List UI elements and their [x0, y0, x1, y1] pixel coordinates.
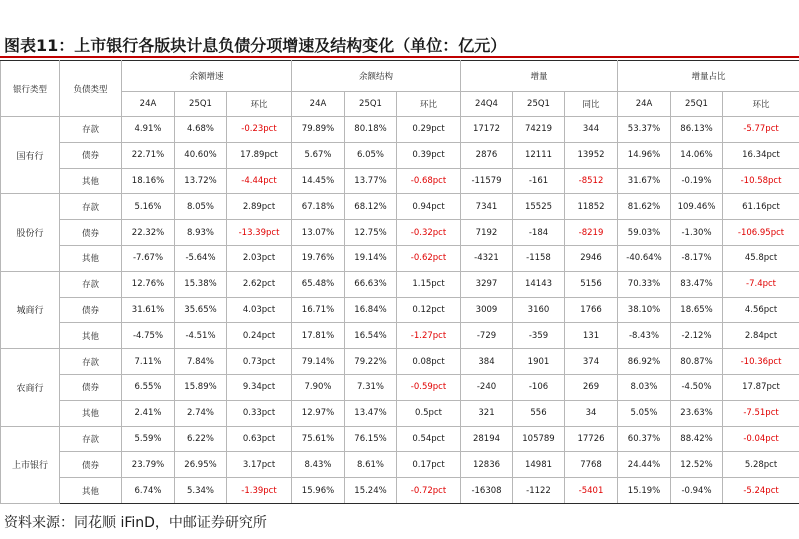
- value-cell: 40.60%: [175, 142, 227, 168]
- header-sub: 24A: [292, 92, 345, 117]
- value-cell: 9.34pct: [227, 374, 292, 400]
- value-cell: 19.14%: [345, 245, 397, 271]
- value-cell: 88.42%: [671, 426, 723, 452]
- value-cell: 2.74%: [175, 400, 227, 426]
- header-sub: 24A: [122, 92, 175, 117]
- value-cell: -5401: [565, 478, 618, 504]
- value-cell: 6.74%: [122, 478, 175, 504]
- value-cell: -0.19%: [671, 168, 723, 194]
- value-cell: -8.17%: [671, 245, 723, 271]
- value-cell: 105789: [513, 426, 565, 452]
- value-cell: -1158: [513, 245, 565, 271]
- table-row: [1, 400, 799, 426]
- value-cell: -8219: [565, 220, 618, 246]
- value-cell: -8.43%: [618, 323, 671, 349]
- value-cell: -2.12%: [671, 323, 723, 349]
- value-cell: -1.27pct: [397, 323, 461, 349]
- value-cell: 13.47%: [345, 400, 397, 426]
- value-cell: 31.61%: [122, 297, 175, 323]
- value-cell: -13.39pct: [227, 220, 292, 246]
- value-cell: 131: [565, 323, 618, 349]
- value-cell: 15.24%: [345, 478, 397, 504]
- value-cell: 83.47%: [671, 271, 723, 297]
- value-cell: -240: [461, 374, 513, 400]
- value-cell: 67.18%: [292, 194, 345, 220]
- value-cell: 14.96%: [618, 142, 671, 168]
- table-row: [1, 452, 799, 478]
- value-cell: 0.08pct: [397, 349, 461, 375]
- value-cell: 66.63%: [345, 271, 397, 297]
- value-cell: 2876: [461, 142, 513, 168]
- header-group: 增量: [461, 61, 618, 92]
- value-cell: 7.90%: [292, 374, 345, 400]
- value-cell: 14143: [513, 271, 565, 297]
- value-cell: 38.10%: [618, 297, 671, 323]
- value-cell: 26.95%: [175, 452, 227, 478]
- value-cell: 18.65%: [671, 297, 723, 323]
- value-cell: 76.15%: [345, 426, 397, 452]
- value-cell: -4.51%: [175, 323, 227, 349]
- value-cell: -0.62pct: [397, 245, 461, 271]
- value-cell: 6.05%: [345, 142, 397, 168]
- value-cell: 53.37%: [618, 117, 671, 143]
- value-cell: 17.89pct: [227, 142, 292, 168]
- value-cell: -4321: [461, 245, 513, 271]
- value-cell: -0.23pct: [227, 117, 292, 143]
- value-cell: 13952: [565, 142, 618, 168]
- liability-type-cell: 存款: [60, 426, 122, 452]
- value-cell: 321: [461, 400, 513, 426]
- value-cell: -184: [513, 220, 565, 246]
- value-cell: 16.34pct: [723, 142, 799, 168]
- value-cell: 5.67%: [292, 142, 345, 168]
- liability-type-cell: 债券: [60, 297, 122, 323]
- value-cell: -5.24pct: [723, 478, 799, 504]
- value-cell: 16.54%: [345, 323, 397, 349]
- value-cell: -11579: [461, 168, 513, 194]
- page-title: 图表11：上市银行各版块计息负债分项增速及结构变化（单位：亿元）: [4, 36, 507, 55]
- value-cell: 45.8pct: [723, 245, 799, 271]
- value-cell: 13.72%: [175, 168, 227, 194]
- value-cell: 8.03%: [618, 374, 671, 400]
- value-cell: 81.62%: [618, 194, 671, 220]
- value-cell: 12111: [513, 142, 565, 168]
- value-cell: -0.68pct: [397, 168, 461, 194]
- value-cell: -16308: [461, 478, 513, 504]
- value-cell: 2.89pct: [227, 194, 292, 220]
- value-cell: 6.55%: [122, 374, 175, 400]
- value-cell: 8.61%: [345, 452, 397, 478]
- value-cell: 19.76%: [292, 245, 345, 271]
- value-cell: 4.91%: [122, 117, 175, 143]
- value-cell: 31.67%: [618, 168, 671, 194]
- table-row: [1, 478, 799, 504]
- value-cell: 79.14%: [292, 349, 345, 375]
- value-cell: 2946: [565, 245, 618, 271]
- value-cell: 14.45%: [292, 168, 345, 194]
- liability-type-cell: 债券: [60, 374, 122, 400]
- value-cell: 4.03pct: [227, 297, 292, 323]
- value-cell: -7.4pct: [723, 271, 799, 297]
- value-cell: 0.94pct: [397, 194, 461, 220]
- value-cell: 74219: [513, 117, 565, 143]
- value-cell: -1.30%: [671, 220, 723, 246]
- value-cell: 374: [565, 349, 618, 375]
- value-cell: 13.07%: [292, 220, 345, 246]
- table-row: [1, 374, 799, 400]
- value-cell: 5.34%: [175, 478, 227, 504]
- value-cell: 17.81%: [292, 323, 345, 349]
- value-cell: 5156: [565, 271, 618, 297]
- data-table: [0, 60, 799, 504]
- value-cell: 15.19%: [618, 478, 671, 504]
- value-cell: 12.52%: [671, 452, 723, 478]
- value-cell: -0.72pct: [397, 478, 461, 504]
- value-cell: -4.44pct: [227, 168, 292, 194]
- table-row: [1, 117, 799, 143]
- value-cell: 7.31%: [345, 374, 397, 400]
- value-cell: 61.16pct: [723, 194, 799, 220]
- value-cell: -0.04pct: [723, 426, 799, 452]
- value-cell: 80.18%: [345, 117, 397, 143]
- value-cell: 0.24pct: [227, 323, 292, 349]
- value-cell: -10.58pct: [723, 168, 799, 194]
- value-cell: 18.16%: [122, 168, 175, 194]
- liability-type-cell: 其他: [60, 168, 122, 194]
- value-cell: 2.41%: [122, 400, 175, 426]
- value-cell: -1122: [513, 478, 565, 504]
- value-cell: -0.32pct: [397, 220, 461, 246]
- table-body: [1, 117, 799, 504]
- liability-type-cell: 存款: [60, 194, 122, 220]
- value-cell: 2.62pct: [227, 271, 292, 297]
- liability-type-cell: 债券: [60, 452, 122, 478]
- value-cell: 1901: [513, 349, 565, 375]
- table-row: [1, 168, 799, 194]
- value-cell: 7.11%: [122, 349, 175, 375]
- liability-type-cell: 其他: [60, 323, 122, 349]
- value-cell: 17.87pct: [723, 374, 799, 400]
- value-cell: 65.48%: [292, 271, 345, 297]
- value-cell: 7768: [565, 452, 618, 478]
- liability-type-cell: 其他: [60, 245, 122, 271]
- value-cell: 80.87%: [671, 349, 723, 375]
- value-cell: 3009: [461, 297, 513, 323]
- value-cell: 7341: [461, 194, 513, 220]
- value-cell: -5.77pct: [723, 117, 799, 143]
- value-cell: 4.68%: [175, 117, 227, 143]
- value-cell: 0.63pct: [227, 426, 292, 452]
- liability-type-cell: 其他: [60, 478, 122, 504]
- header-sub: 同比: [565, 92, 618, 117]
- value-cell: 12.76%: [122, 271, 175, 297]
- value-cell: -106: [513, 374, 565, 400]
- value-cell: 12.97%: [292, 400, 345, 426]
- header-liability-type: 负债类型: [60, 61, 122, 117]
- value-cell: -4.50%: [671, 374, 723, 400]
- value-cell: 14.06%: [671, 142, 723, 168]
- header-row-groups: [1, 61, 799, 92]
- value-cell: 14981: [513, 452, 565, 478]
- table-row: [1, 271, 799, 297]
- liability-type-cell: 存款: [60, 271, 122, 297]
- value-cell: 86.92%: [618, 349, 671, 375]
- value-cell: -8512: [565, 168, 618, 194]
- title-bar: [0, 30, 799, 58]
- header-sub: 环比: [227, 92, 292, 117]
- liability-type-cell: 债券: [60, 220, 122, 246]
- table-row: [1, 194, 799, 220]
- value-cell: 79.22%: [345, 349, 397, 375]
- value-cell: 0.73pct: [227, 349, 292, 375]
- bank-type-cell: 城商行: [1, 271, 60, 348]
- header-sub: 24A: [618, 92, 671, 117]
- value-cell: -40.64%: [618, 245, 671, 271]
- value-cell: 68.12%: [345, 194, 397, 220]
- value-cell: 3160: [513, 297, 565, 323]
- value-cell: 4.56pct: [723, 297, 799, 323]
- header-sub: 25Q1: [175, 92, 227, 117]
- table-row: [1, 426, 799, 452]
- header-sub: 25Q1: [513, 92, 565, 117]
- value-cell: -106.95pct: [723, 220, 799, 246]
- value-cell: -359: [513, 323, 565, 349]
- value-cell: 16.71%: [292, 297, 345, 323]
- table-row: [1, 220, 799, 246]
- value-cell: 2.84pct: [723, 323, 799, 349]
- header-sub: 25Q1: [671, 92, 723, 117]
- table-row: [1, 142, 799, 168]
- value-cell: 0.54pct: [397, 426, 461, 452]
- value-cell: 15.38%: [175, 271, 227, 297]
- value-cell: 0.29pct: [397, 117, 461, 143]
- table-row: [1, 245, 799, 271]
- header-sub: 环比: [723, 92, 799, 117]
- value-cell: 7192: [461, 220, 513, 246]
- value-cell: -161: [513, 168, 565, 194]
- header-bank-type: 银行类型: [1, 61, 60, 117]
- value-cell: -5.64%: [175, 245, 227, 271]
- value-cell: 5.05%: [618, 400, 671, 426]
- value-cell: 269: [565, 374, 618, 400]
- value-cell: 5.16%: [122, 194, 175, 220]
- liability-type-cell: 其他: [60, 400, 122, 426]
- header-sub: 环比: [397, 92, 461, 117]
- value-cell: -1.39pct: [227, 478, 292, 504]
- value-cell: 23.63%: [671, 400, 723, 426]
- value-cell: 15.96%: [292, 478, 345, 504]
- value-cell: 17172: [461, 117, 513, 143]
- source-note: 资料来源：同花顺 iFinD，中邮证券研究所: [4, 515, 267, 531]
- value-cell: 8.05%: [175, 194, 227, 220]
- value-cell: -7.51pct: [723, 400, 799, 426]
- value-cell: 28194: [461, 426, 513, 452]
- value-cell: 59.03%: [618, 220, 671, 246]
- value-cell: -0.94%: [671, 478, 723, 504]
- value-cell: 1766: [565, 297, 618, 323]
- value-cell: 86.13%: [671, 117, 723, 143]
- value-cell: 0.5pct: [397, 400, 461, 426]
- value-cell: 35.65%: [175, 297, 227, 323]
- value-cell: 0.33pct: [227, 400, 292, 426]
- header-group: 增量占比: [618, 61, 799, 92]
- liability-type-cell: 存款: [60, 349, 122, 375]
- liability-type-cell: 存款: [60, 117, 122, 143]
- value-cell: -7.67%: [122, 245, 175, 271]
- liability-type-cell: 债券: [60, 142, 122, 168]
- header-group: 余额增速: [122, 61, 292, 92]
- value-cell: 23.79%: [122, 452, 175, 478]
- header-group: 余额结构: [292, 61, 461, 92]
- value-cell: 11852: [565, 194, 618, 220]
- value-cell: 12.75%: [345, 220, 397, 246]
- value-cell: 344: [565, 117, 618, 143]
- value-cell: 7.84%: [175, 349, 227, 375]
- value-cell: 13.77%: [345, 168, 397, 194]
- value-cell: 8.93%: [175, 220, 227, 246]
- value-cell: -729: [461, 323, 513, 349]
- value-cell: 6.22%: [175, 426, 227, 452]
- value-cell: 5.28pct: [723, 452, 799, 478]
- bank-type-cell: 股份行: [1, 194, 60, 271]
- value-cell: 2.03pct: [227, 245, 292, 271]
- value-cell: -4.75%: [122, 323, 175, 349]
- value-cell: 0.17pct: [397, 452, 461, 478]
- value-cell: 79.89%: [292, 117, 345, 143]
- bank-type-cell: 农商行: [1, 349, 60, 426]
- value-cell: 12836: [461, 452, 513, 478]
- value-cell: 17726: [565, 426, 618, 452]
- bank-type-cell: 国有行: [1, 117, 60, 194]
- value-cell: 0.39pct: [397, 142, 461, 168]
- value-cell: 34: [565, 400, 618, 426]
- value-cell: 24.44%: [618, 452, 671, 478]
- bank-type-cell: 上市银行: [1, 426, 60, 503]
- value-cell: 22.32%: [122, 220, 175, 246]
- value-cell: -10.36pct: [723, 349, 799, 375]
- value-cell: 22.71%: [122, 142, 175, 168]
- value-cell: 16.84%: [345, 297, 397, 323]
- value-cell: 3297: [461, 271, 513, 297]
- value-cell: 109.46%: [671, 194, 723, 220]
- value-cell: 384: [461, 349, 513, 375]
- value-cell: 0.12pct: [397, 297, 461, 323]
- value-cell: 15.89%: [175, 374, 227, 400]
- value-cell: 8.43%: [292, 452, 345, 478]
- value-cell: 15525: [513, 194, 565, 220]
- table-row: [1, 349, 799, 375]
- value-cell: -0.59pct: [397, 374, 461, 400]
- table-row: [1, 297, 799, 323]
- value-cell: 60.37%: [618, 426, 671, 452]
- value-cell: 556: [513, 400, 565, 426]
- table-row: [1, 323, 799, 349]
- value-cell: 1.15pct: [397, 271, 461, 297]
- value-cell: 75.61%: [292, 426, 345, 452]
- value-cell: 70.33%: [618, 271, 671, 297]
- value-cell: 5.59%: [122, 426, 175, 452]
- header-sub: 25Q1: [345, 92, 397, 117]
- value-cell: 3.17pct: [227, 452, 292, 478]
- header-sub: 24Q4: [461, 92, 513, 117]
